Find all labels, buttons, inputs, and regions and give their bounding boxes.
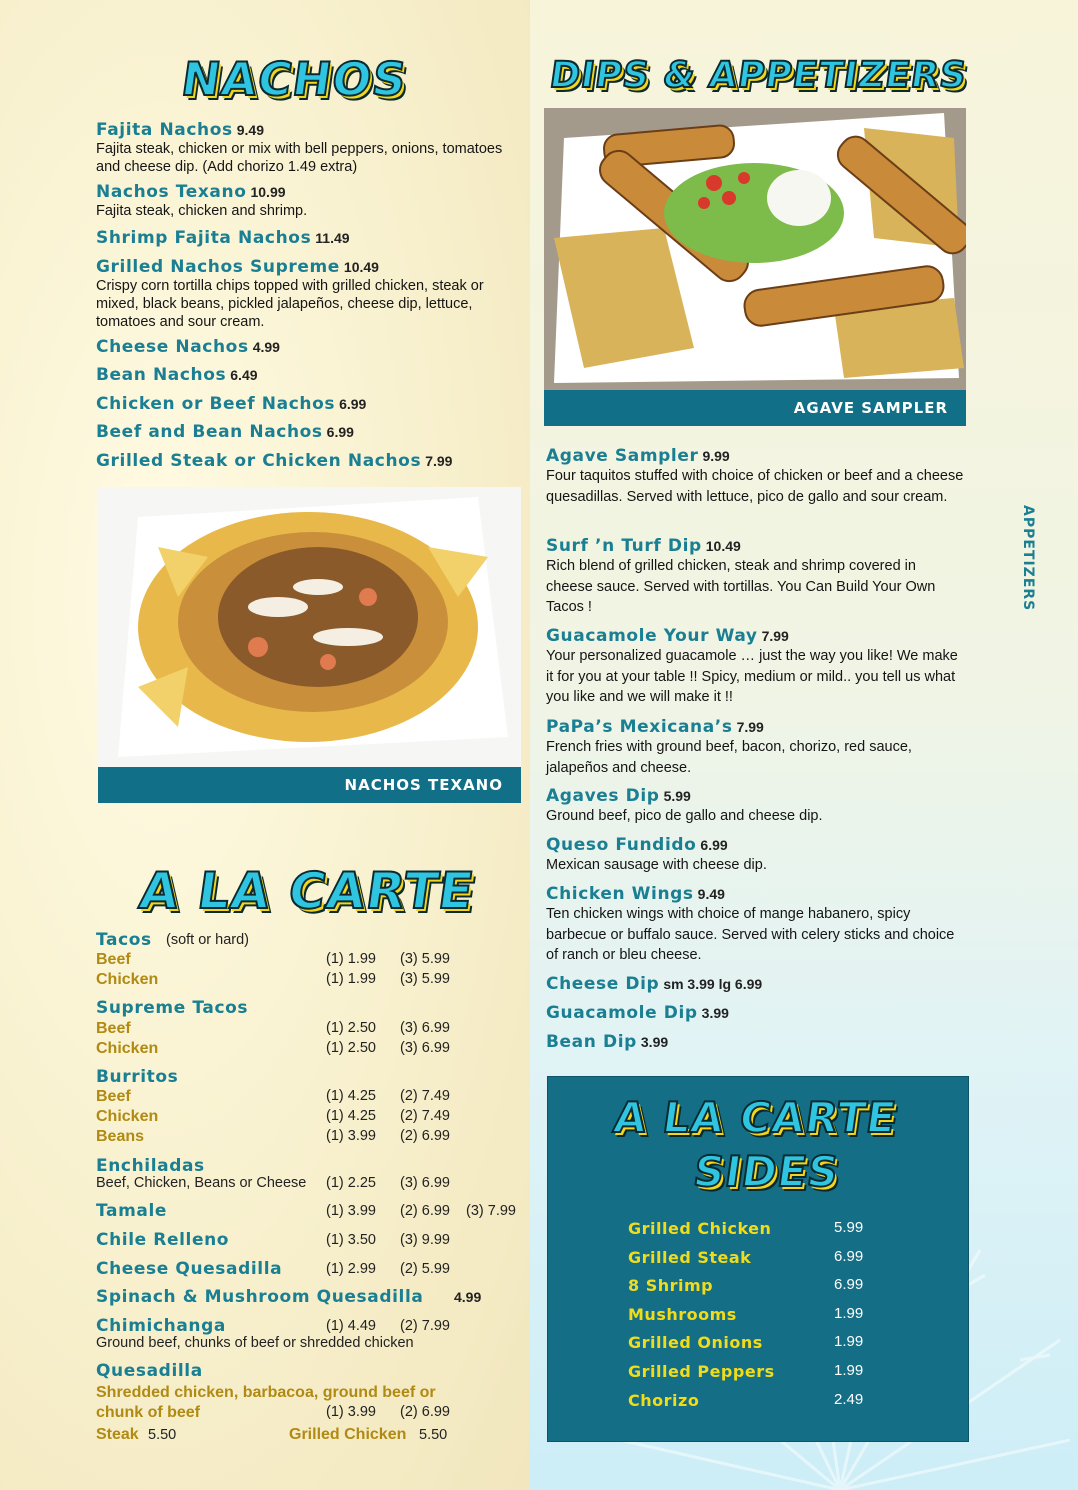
price-2: (3) 5.99 [400, 951, 450, 967]
nachos-list [96, 120, 526, 480]
price-2: (2) 7.49 [400, 1088, 450, 1104]
price-1: (1) 3.99 [326, 1203, 376, 1219]
price-1: (1) 1.99 [326, 951, 376, 967]
side-item [628, 1391, 928, 1415]
item-price: 4.99 [454, 1289, 482, 1305]
price-1: (1) 4.25 [326, 1108, 376, 1124]
item-name: Grilled Steak or Chicken Nachos [96, 451, 422, 471]
agave-sampler-photo [544, 108, 966, 390]
item-description: Your personalized guacamole … just the way you like! We make it for you at your table !! Spicy, medium or mild.. you tell us what you like and we will make it !! [546, 648, 958, 705]
item-price: 7.99 [761, 628, 789, 644]
variant-label: Chicken [96, 971, 159, 988]
side-item [628, 1276, 928, 1300]
side-name: Chorizo [628, 1391, 700, 1410]
menu-item [546, 884, 966, 966]
item-description: Beef, Chicken, Beans or Cheese [96, 1175, 307, 1191]
item-price: 6.99 [339, 396, 367, 412]
side-price: 2.49 [834, 1391, 864, 1408]
price-1: (1) 3.50 [326, 1232, 376, 1248]
price-3: (3) 7.99 [466, 1203, 516, 1219]
price-2: (2) 5.99 [400, 1261, 450, 1277]
price-row [96, 1088, 536, 1108]
side-name: Mushrooms [628, 1305, 737, 1324]
price-1: (1) 2.25 [326, 1175, 376, 1191]
menu-item [96, 394, 526, 414]
menu-item [546, 717, 966, 778]
variant-label: chunk of beef [96, 1404, 201, 1421]
item-name: Fajita Nachos [96, 120, 233, 140]
item-description: Fajita steak, chicken or mix with bell peppers, onions, tomatoes and cheese dip. (Add chorizo 1.49 extra) [96, 141, 503, 175]
sides-title-line1: A LA CARTE [610, 1093, 900, 1142]
menu-item [546, 1003, 966, 1023]
item-note: (soft or hard) [166, 932, 249, 948]
item-name: Chicken Wings [546, 884, 694, 904]
item-description: French fries with ground beef, bacon, chorizo, red sauce, jalapeños and cheese. [546, 739, 912, 776]
item-name: Guacamole Dip [546, 1003, 698, 1023]
item-description: Mexican sausage with cheese dip. [546, 857, 767, 873]
price-row [96, 951, 536, 971]
item-name: Surf ’n Turf Dip [546, 536, 702, 556]
price-row [96, 1287, 536, 1307]
dips-list [546, 446, 966, 1056]
price-2: (3) 9.99 [400, 1232, 450, 1248]
price-2: (2) 6.99 [400, 1128, 450, 1144]
menu-item [546, 446, 966, 507]
variant-label: Beef [96, 1020, 131, 1037]
price-row [96, 1175, 536, 1195]
item-name: Bean Nachos [96, 365, 227, 385]
variant-label: Steak [96, 1426, 139, 1443]
price-row [96, 1426, 536, 1446]
side-price: 6.99 [834, 1276, 864, 1293]
price-1: (1) 2.50 [326, 1040, 376, 1056]
item-price: 9.99 [702, 448, 730, 464]
item-name: Queso Fundido [546, 835, 697, 855]
item-price: 10.49 [343, 259, 379, 275]
price-2: (3) 6.99 [400, 1040, 450, 1056]
menu-item [96, 120, 526, 176]
sides-title-line2: SIDES [690, 1147, 843, 1196]
item-name: Tacos [96, 930, 152, 950]
item-description: Ground beef, pico de gallo and cheese dip. [546, 808, 823, 824]
variant-label: Shredded chicken, barbacoa, ground beef or [96, 1384, 436, 1401]
side-item [628, 1362, 928, 1386]
side-price: 5.99 [834, 1219, 864, 1236]
nachos-texano-photo [98, 487, 521, 767]
item-name: Cheese Quesadilla [96, 1259, 283, 1279]
side-item [628, 1248, 928, 1272]
price-2: (2) 7.49 [400, 1108, 450, 1124]
item-name: Shrimp Fajita Nachos [96, 228, 312, 248]
price-row [96, 971, 536, 991]
item-price: 11.49 [315, 230, 350, 246]
price-2: (3) 6.99 [400, 1020, 450, 1036]
price-2: (2) 7.99 [400, 1318, 450, 1334]
price-1: (1) 4.49 [326, 1318, 376, 1334]
price-1: (1) 3.99 [326, 1404, 376, 1420]
price-2: (2) 6.99 [400, 1203, 450, 1219]
item-name: Chimichanga [96, 1316, 226, 1336]
item-description: Ten chicken wings with choice of mange habanero, spicy barbecue or buffalo sauce. Served with celery sticks and choice of ranch or bleu cheese. [546, 906, 955, 963]
item-price: sm 3.99 lg 6.99 [663, 976, 763, 992]
menu-item [96, 337, 526, 357]
item-name: PaPa’s Mexicana’s [546, 717, 733, 737]
price-row [96, 1040, 536, 1060]
item-price: 6.49 [230, 367, 258, 383]
item-price: 10.99 [250, 184, 286, 200]
price-2: (2) 6.99 [400, 1404, 450, 1420]
price-1: (1) 1.99 [326, 971, 376, 987]
item-name: Supreme Tacos [96, 998, 249, 1018]
item-description: Crispy corn tortilla chips topped with grilled chicken, steak or mixed, black beans, pickled jalapeños, cheese dip, lettuce, tomatoes and sour cream. [96, 278, 484, 330]
item-description: Four taquitos stuffed with choice of chicken or beef and a cheese quesadillas. Served with lettuce, pico de gallo and sour cream. [546, 468, 964, 505]
price-row [96, 1259, 536, 1279]
price-1: (1) 3.99 [326, 1128, 376, 1144]
variant-label: Chicken [96, 1040, 159, 1057]
price-1: (1) 2.99 [326, 1261, 376, 1277]
menu-item [96, 228, 526, 248]
nachos-title: NACHOS [178, 52, 411, 106]
dips-title: DIPS & APPETIZERS [547, 55, 970, 96]
side-name: Grilled Chicken [628, 1219, 772, 1238]
a-la-carte-list [96, 930, 536, 1450]
menu-item [96, 257, 526, 331]
price-2: (3) 5.99 [400, 971, 450, 987]
enchiladas-header [96, 1156, 536, 1176]
item-price: 3.99 [701, 1005, 729, 1021]
price-2: (3) 6.99 [400, 1175, 450, 1191]
item-name: Cheese Dip [546, 974, 660, 994]
item-price: 3.99 [640, 1034, 669, 1050]
item-name: Chicken or Beef Nachos [96, 394, 336, 414]
item-name: Tamale [96, 1201, 168, 1221]
item-price: 6.99 [700, 837, 728, 853]
menu-item [96, 365, 526, 385]
side-price: 1.99 [834, 1362, 864, 1379]
item-description: Fajita steak, chicken and shrimp. [96, 203, 308, 219]
agave-photo-caption: AGAVE SAMPLER [544, 390, 966, 426]
variant-label: Beans [96, 1128, 145, 1145]
price-row [96, 1020, 536, 1040]
menu-item [546, 835, 966, 876]
item-name: Cheese Nachos [96, 337, 249, 357]
side-price: 6.99 [834, 1248, 864, 1265]
price-row [96, 1201, 536, 1221]
item-price: 5.50 [148, 1427, 177, 1443]
side-name: 8 Shrimp [628, 1276, 714, 1295]
item-name: Agave Sampler [546, 446, 699, 466]
item-price: 10.49 [705, 538, 741, 554]
item-price: 5.99 [663, 788, 691, 804]
variant-label: Beef [96, 951, 131, 968]
item-name: Chile Relleno [96, 1230, 230, 1250]
item-price: 7.99 [425, 453, 453, 469]
item-price: 9.49 [236, 122, 264, 138]
a-la-carte-title: A LA CARTE [135, 862, 479, 920]
menu-item [96, 182, 526, 220]
item-name: Agaves Dip [546, 786, 660, 806]
menu-item [546, 786, 966, 827]
burritos-header [96, 1067, 536, 1087]
appetizers-side-tab: APPETIZERS [1020, 505, 1036, 612]
nachos-photo-caption: NACHOS TEXANO [98, 767, 521, 803]
tacos-header [96, 930, 536, 950]
item-description: Rich blend of grilled chicken, steak and shrimp covered in cheese sauce. Served with tortillas. You Can Build Your Own Tacos ! [546, 558, 936, 615]
item-name: Nachos Texano [96, 182, 247, 202]
price-row [96, 1404, 536, 1424]
variant-label: Chicken [96, 1108, 159, 1125]
quesadilla-header [96, 1361, 536, 1381]
item-name: Enchiladas [96, 1156, 205, 1176]
item-price: 5.50 [419, 1427, 448, 1443]
price-row [96, 1108, 536, 1128]
menu-item [96, 422, 526, 442]
item-price: 6.99 [326, 424, 354, 440]
item-description: Ground beef, chunks of beef or shredded chicken [96, 1335, 414, 1351]
menu-item [546, 1032, 966, 1052]
side-item [628, 1305, 928, 1329]
variant-label: Beef [96, 1088, 131, 1105]
item-name: Beef and Bean Nachos [96, 422, 323, 442]
price-row [96, 1230, 536, 1250]
side-price: 1.99 [834, 1333, 864, 1350]
supreme-header [96, 998, 536, 1018]
menu-item [546, 974, 966, 994]
side-name: Grilled Onions [628, 1333, 763, 1352]
menu-item [546, 626, 966, 708]
price-1: (1) 4.25 [326, 1088, 376, 1104]
side-name: Grilled Peppers [628, 1362, 775, 1381]
item-price: 9.49 [697, 886, 725, 902]
side-price: 1.99 [834, 1305, 864, 1322]
side-name: Grilled Steak [628, 1248, 752, 1267]
quesadilla-sub [96, 1384, 536, 1404]
item-price: 4.99 [252, 339, 280, 355]
item-name: Burritos [96, 1067, 179, 1087]
item-price: 7.99 [736, 719, 764, 735]
menu-item [96, 451, 526, 471]
price-row [96, 1128, 536, 1148]
price-1: (1) 2.50 [326, 1020, 376, 1036]
price-row [96, 1316, 536, 1336]
menu-item [546, 536, 966, 618]
sides-panel [547, 1076, 969, 1442]
item-name: Bean Dip [546, 1032, 637, 1052]
side-item [628, 1219, 928, 1243]
variant-label: Grilled Chicken [289, 1426, 407, 1443]
item-name: Guacamole Your Way [546, 626, 758, 646]
item-name: Grilled Nachos Supreme [96, 257, 340, 277]
side-item [628, 1333, 928, 1357]
item-name: Quesadilla [96, 1361, 203, 1381]
item-name: Spinach & Mushroom Quesadilla [96, 1287, 424, 1307]
desc-row [96, 1335, 536, 1355]
